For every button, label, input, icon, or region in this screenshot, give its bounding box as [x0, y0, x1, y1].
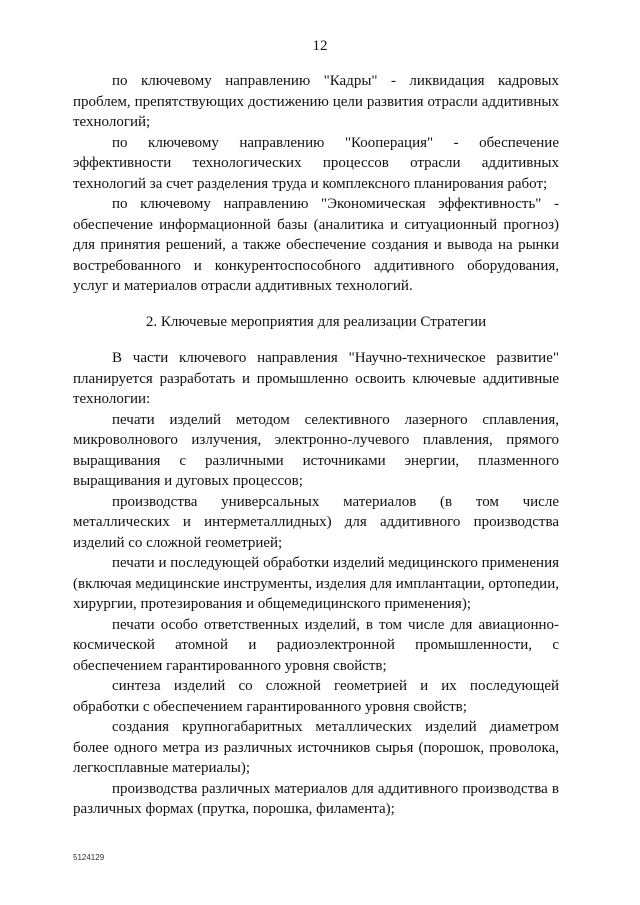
section-heading: 2. Ключевые мероприятия для реализации Стратегии: [145, 313, 487, 330]
spacer: [73, 297, 559, 312]
paragraph-economic-efficiency: по ключевому направлению "Экономическая эффективность" - обеспечение информационной базы (аналитика и ситуационный прогноз) для принятия решений, а также обеспечение создания и вывода на рынки востребованного и конкурентоспособного аддитивного оборудования, услуг и материалов отрасли аддитивных технологий.: [73, 196, 559, 294]
list-item-universal-materials: производства универсальных материалов (в том числе металлических и интерметаллидных) для аддитивного производства изделий со сложной геометрией;: [73, 493, 559, 551]
document-body: [73, 71, 559, 820]
paragraph-cooperation: по ключевому направлению "Кооперация" - обеспечение эффективности технологических процессов отрасли аддитивных технологий за счет разделения труда и комплексного планирования работ;: [73, 134, 559, 192]
page-number: 12: [312, 38, 328, 54]
footer-document-code: 5124129: [73, 853, 105, 862]
paragraph-personnel: по ключевому направлению "Кадры" - ликвидация кадровых проблем, препятствующих достижению цели развития отрасли аддитивных технологий;: [73, 73, 559, 130]
list-item-material-forms: производства различных материалов для аддитивного производства в различных формах (прутка, порошка, филамента);: [73, 780, 559, 817]
spacer: [73, 332, 559, 348]
list-item-printing-methods: печати изделий методом селективного лазерного сплавления, микроволнового излучения, электронно-лучевого плавления, прямого выращивания с различными источниками энергии, плазменного выращивания и дуговых процессов;: [73, 411, 559, 489]
paragraph-scientific-development: В части ключевого направления "Научно-техническое развитие" планируется разработать и промышленно освоить ключевые аддитивные технологии:: [73, 350, 559, 407]
list-item-medical-printing: печати и последующей обработки изделий медицинского применения (включая медицинские инструменты, изделия для имплантации, ортопедии, хирургии, протезирования и общемедицинского применения);: [73, 555, 559, 612]
list-item-complex-geometry: синтеза изделий со сложной геометрией и их последующей обработки с обеспечением гарантированного уровня свойств;: [73, 678, 559, 715]
list-item-large-metal-parts: создания крупногабаритных металлических изделий диаметром более одного метра из различных источников сырья (порошок, проволока, легкосплавные материалы);: [73, 719, 559, 776]
list-item-critical-parts: печати особо ответственных изделий, в том числе для авиационно-космической атомной и радиоэлектронной промышленности, с обеспечением гарантированного уровня свойств;: [73, 616, 559, 674]
